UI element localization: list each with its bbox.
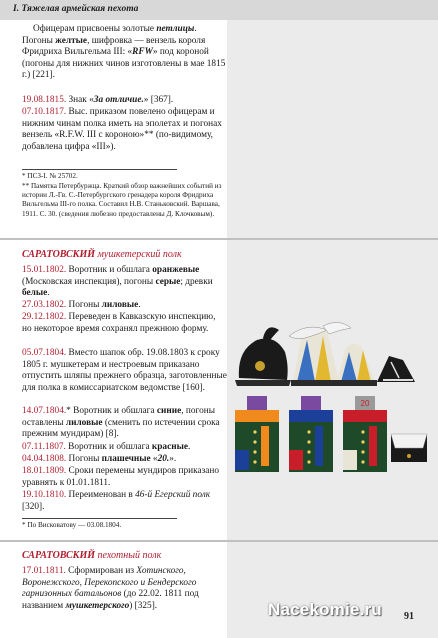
entry-19-08-1815: 19.08.1815. Знак «За отличие.» [367]. xyxy=(22,95,174,105)
entry-date: 15.01.1802. xyxy=(22,265,67,275)
section-divider xyxy=(0,238,438,240)
section-title-saratov-infantry: САРАТОВСКИЙ пехотный полк xyxy=(22,550,162,561)
page-number: 91 xyxy=(404,611,414,622)
bicorne-icon xyxy=(377,356,415,382)
entry-27-03-1802: 27.03.1802. Погоны лиловые. xyxy=(22,300,141,310)
watermark: Nacekomie.ru xyxy=(268,600,382,619)
footnote-1: * ПСЗ-I. № 25702. xyxy=(22,172,78,180)
coat-fragment-2 xyxy=(289,396,333,472)
emph-petlitsy: петлицы xyxy=(156,24,195,34)
footnote-2: ** Памятка Петербуржца. Краткий обзор важнейших событий из истории Л.-Гв. С.-Петербургского гренадера короля Фридриха Вильгельма III-го полка. Составил Н.В. Станьковский. Варшава, 1911. С. 30. (сведения любезно предоставлены Д. Клочковым). xyxy=(22,182,222,218)
running-header xyxy=(0,0,438,20)
entry-date: 07.11.1807. xyxy=(22,442,66,452)
header-title: I. Тяжелая армейская пехота xyxy=(13,4,139,14)
footnote-3: * По Висковатову — 03.08.1804. xyxy=(22,521,122,529)
entry-17-01-1811: 17.01.1811. Сформирован из Хотинского, Воронежского, Перекопского и Бендерского гарнизонных батальонов (до 22.02. 1811 под названием мушкетерского) [325]. xyxy=(22,566,199,611)
coat-fragment-1 xyxy=(235,396,279,472)
entry-19-10-1810: 19.10.1810. Переименован в 46-й Егерский полк [320]. xyxy=(22,490,211,512)
cartridge-pouch-icon xyxy=(391,434,427,462)
entry-date: 05.07.1804. xyxy=(22,348,67,358)
entry-date: 27.03.1802. xyxy=(22,300,67,310)
entry-04-04-1808: 04.04.1808. Погоны плашечные «20.». xyxy=(22,454,177,464)
entry-05-07-1804: 05.07.1804. Вместо шапок обр. 19.08.1803 к сроку 1805 г. мушкетерам и нестроевым приказано отпустить шляпы прежнего образца, заготовленные для полка в комиссариатском ведомстве [160]. xyxy=(22,348,227,393)
section-divider xyxy=(0,540,438,542)
footnote-rule xyxy=(22,169,177,170)
entry-15-01-1802: 15.01.1802. Воротник и обшлага оранжевые (Московская инспекция), погоны серые; древки белые. xyxy=(22,265,213,299)
entry-07-11-1807: 07.11.1807. Воротник и обшлага красные. xyxy=(22,442,191,452)
emph-zheltye: желтые xyxy=(55,35,88,46)
section-title-saratov-musketeer: САРАТОВСКИЙ мушкетерский полк xyxy=(22,249,182,260)
entry-date: 07.10.1817. xyxy=(22,107,67,117)
cap-icon xyxy=(335,344,377,386)
entry-date: 19.10.1810. xyxy=(22,490,67,500)
entry-29-12-1802: 29.12.1802. Переведен в Кавказскую инспекцию, но некоторое время сохранял прежнюю форму. xyxy=(22,312,216,334)
entry-14-07-1804: 14.07.1804.* Воротник и обшлага синие, погоны оставлены лиловые (сменить по истечении срока прежним мундирам) [8]. xyxy=(22,406,220,440)
entry-date: 14.07.1804. xyxy=(22,406,67,416)
intro-paragraph: Офицерам присвоены золотые петлицы. Погоны желтые, шифровка — вензель короля Фридриха Вильгельма III: «RFW» под короной (погоны для нижних чинов изготовлены в мае 1815 г.) [221]. xyxy=(22,24,226,81)
entry-date: 04.04.1808. xyxy=(22,454,67,464)
black-hat-icon xyxy=(235,327,291,386)
emph-rfw: RFW xyxy=(132,47,153,58)
uniform-illustrations xyxy=(227,300,438,490)
entry-07-10-1817: 07.10.1817. Выс. приказом повелено офицерам и нижним чинам полка иметь на эполетах и погонах вензель «R.F.W. III с короною»** (по-видимому, добавлена цифра «III»). xyxy=(22,107,222,152)
footnote-rule xyxy=(22,518,177,519)
strap-number: 20 xyxy=(360,399,370,408)
entry-date: 19.08.1815. xyxy=(22,95,67,105)
entry-date: 18.01.1809. xyxy=(22,466,67,476)
entry-date: 17.01.1811. xyxy=(22,566,66,576)
coat-fragment-3 xyxy=(343,396,387,472)
entry-18-01-1809: 18.01.1809. Сроки перемены мундиров приказано уравнять к 01.01.1811. xyxy=(22,466,219,488)
entry-date: 29.12.1802. xyxy=(22,312,67,322)
